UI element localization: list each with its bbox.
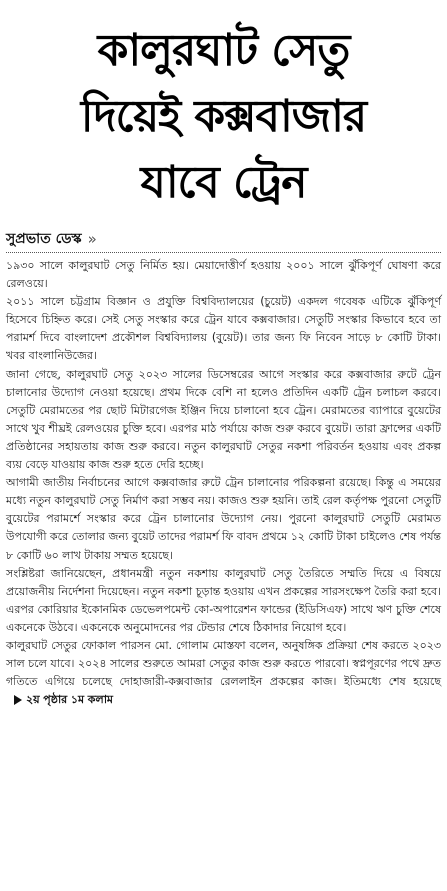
paragraph-2: ২০১১ সালে চট্টগ্রাম বিজ্ঞান ও প্রযুক্তি বিশ্ববিদ্যালয়ের (চুয়েট) একদল গবেষক এটিকে ঝুঁকিপূর্ণ হিসেবে চিহ্নিত করে। সেই সেতু সংস্কার করে ট্রেন যাবে কক্সবাজার। সেতুটি সংস্কার কিভাবে হবে তা পরামর্শ দিবে বাংলাদেশ প্রকৌশল বিশ্ববিদ্যালয় (বুয়েট)। তার জন্য ফি নিবেন সাড়ে ৮ কোটি টাকা। খবর বাংলানিউজের।: [6, 295, 441, 363]
paragraph-5: সংশ্লিষ্টরা জানিয়েছেন, প্রধানমন্ত্রী নতুন নকশায় কালুরঘাট সেতু তৈরিতে সম্মতি দিয়ে এ বিষয়ে প্রয়োজনীয় নির্দেশনা দিয়েছেন। নতুন নকশা চূড়ান্ত হওয়ায় এখন প্রকল্পের সারসংক্ষেপ তৈরি করা হবে। এরপর কোরিয়ার ইকোনমিক ডেভেলপমেন্ট কো-অপারেশন ফান্ডের (ইডিসিএফ) সাথে ঋণ চুক্তি শেষে একনেকে উঠবে। একনেকে অনুমোদনের পর টেন্ডার শেষে ঠিকাদার নিয়োগ হবে।: [6, 566, 441, 634]
headline-line-3: যাবে ট্রেন: [140, 157, 307, 208]
paragraph-1: ১৯৩০ সালে কালুরঘাট সেতু নির্মিত হয়। মেয়াদোত্তীর্ণ হওয়ায় ২০০১ সালে ঝুঁকিপূর্ণ ঘোষণা করে রেলওয়ে।: [6, 259, 441, 291]
continued-jump-label: ২য় পৃষ্ঠার ১ম কলাম: [26, 693, 113, 707]
continued-jump-link[interactable]: [14, 691, 113, 709]
paragraph-6: [6, 637, 441, 709]
article-body: [6, 257, 441, 709]
headline-line-1: কালুরঘাট সেতু: [97, 25, 350, 76]
headline: [6, 0, 441, 216]
paragraph-6-text: কালুরঘাট সেতুর ফোকাল পারসন মো. গোলাম মোস্তফা বলেন, অনুষঙ্গিক প্রক্রিয়া শেষ করতে ২০২৩ সাল চলে যাবে। ২০২৪ সালের শুরুতে আমরা সেতুর কাজ শুরু করতে পারবো। স্বপ্নপূরণের পথে দ্রুত গতিতে এগিয়ে চলেছে দোহাজারী-কক্সবাজার রেললাইন প্রকল্পের কাজ। ইতিমধ্যে শেষ হয়েছে: [6, 638, 441, 689]
headline-line-2: দিয়েই কক্সবাজার: [80, 91, 367, 142]
triangle-right-icon: [14, 695, 22, 705]
double-chevron-right-icon: »: [87, 230, 97, 248]
paragraph-3: জানা গেছে, কালুরঘাট সেতু ২০২৩ সালের ডিসেম্বরের আগে সংস্কার করে কক্সবাজার রুটে ট্রেন চালানোর উদ্যোগ নেওয়া হয়েছে। প্রথম দিকে বেশি না হলেও প্রতিদিন একটি ট্রেন চলাচল করবে। সেতুটি মেরামতের পর ছোট মিটারগেজ ইঞ্জিন দিয়ে চালানো হবে ট্রেন। মেরামতের ব্যাপারে বুয়েটের সাথে খুব শীঘ্রই রেলওয়ের চুক্তি হবে। এরপর মাঠ পর্যায়ে কাজ শুরু করবে বুয়েট। তারা ফ্রান্সের একটি প্রতিষ্ঠানের সহায়তায় কাজ শুরু করবে। নতুন কালুরঘাট সেতুর নকশা পরিবর্তন হওয়ায় এবং প্রকল্প ব্যয় বেড়ে যাওয়ায় কাজ শুরু হতে দেরি হচ্ছে।: [6, 367, 441, 472]
paragraph-4: আগামী জাতীয় নির্বাচনের আগে কক্সবাজার রুটে ট্রেন চালানোর পরিকল্পনা রয়েছে। কিন্তু এ সময়ের মধ্যে নতুন কালুরঘাট সেতু নির্মাণ করা সম্ভব নয়। কাজও শুরু হয়নি। তাই রেল কর্তৃপক্ষ পুরনো সেতুটি বুয়েটের পরামর্শে সংস্কার করে ট্রেন চালানোর উদ্যোগ নেয়। পুরনো কালুরঘাট সেতুটি মেরামত উপযোগী করে তোলার জন্য বুয়েট তাদের পরামর্শ ফি বাবদ প্রথমে ১২ কোটি টাকা চাইলেও শেষ পর্যন্ত ৮ কোটি ৬০ লাখ টাকায় সম্মত হয়েছে।: [6, 476, 441, 562]
byline-desk: সুপ্রভাত ডেস্ক: [6, 231, 82, 247]
byline-divider: [6, 252, 441, 253]
byline: [6, 228, 441, 250]
